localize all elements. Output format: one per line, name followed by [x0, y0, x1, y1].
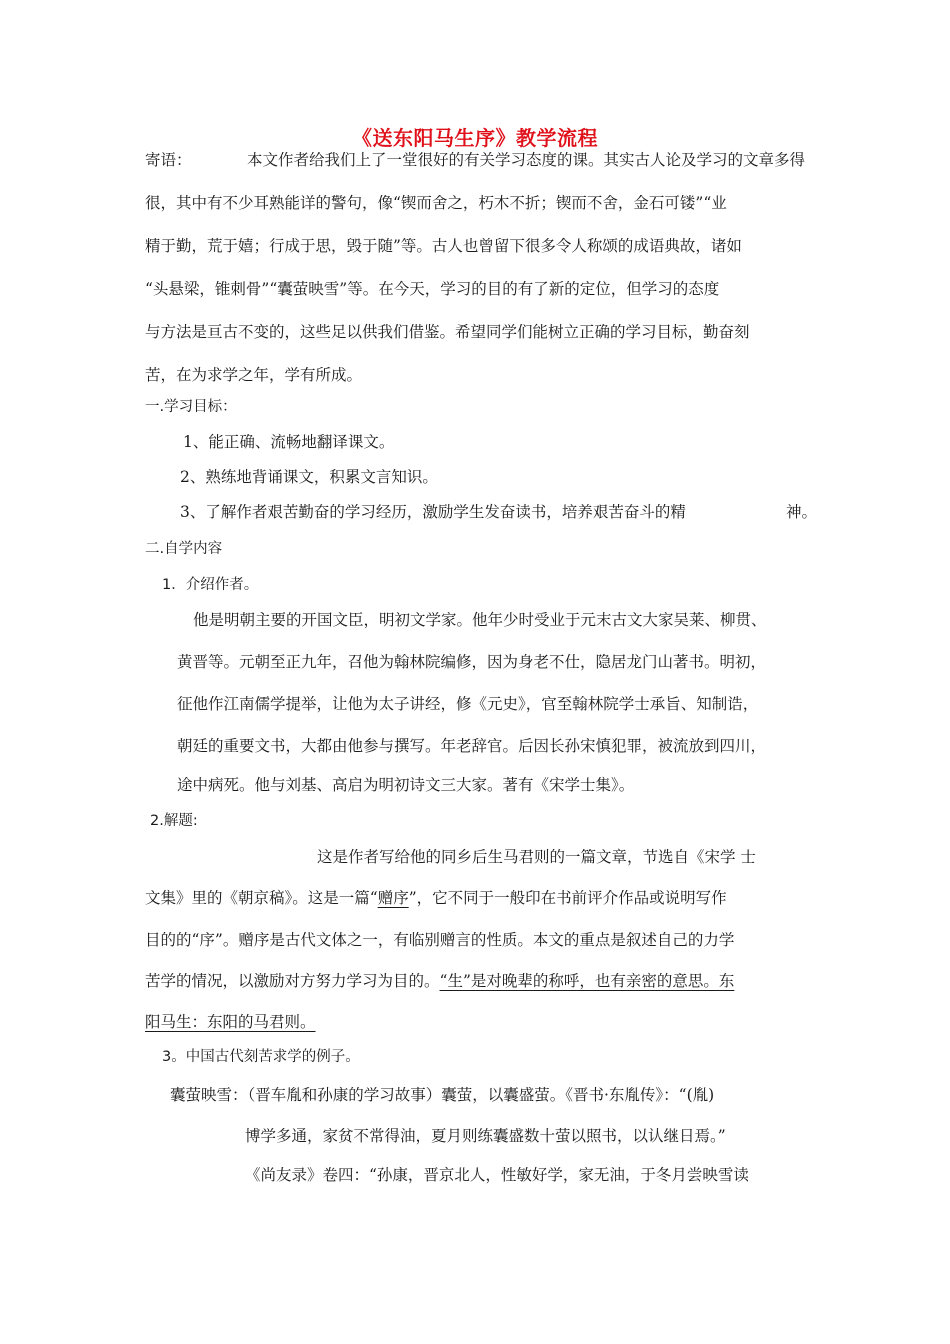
intro-text: 本文作者给我们上了一堂很好的有关学习态度的课。其实古人论及学习的文章多得: [246, 151, 805, 169]
title-explain-line-4: [145, 971, 734, 991]
goal-item-3-end: 神。: [786, 503, 818, 521]
examples-line-1: 囊萤映雪：（晋车胤和孙康的学习故事）囊萤，以囊盛萤。《晋书·东胤传》：“(胤): [170, 1086, 715, 1104]
intro-line-2: 很，其中有不少耳熟能详的警句，像“锲而舍之，朽木不折；锲而不舍，金石可镂”“业: [145, 194, 727, 212]
document-title: 《送东阳马生序》教学流程: [352, 126, 598, 150]
underlined-note-end: 阳马生：东阳的马君则。: [145, 1013, 316, 1031]
goal-item-1: 1、能正确、流畅地翻译课文。: [183, 433, 395, 451]
author-intro-line-3: 征他作江南儒学提举，让他为太子讲经，修《元史》，官至翰林院学士承旨、知制诰，: [177, 695, 759, 713]
title-explain-line-5: [145, 1012, 316, 1032]
author-intro-line-4: 朝廷的重要文书，大都由他参与撰写。年老辞官。后因长孙宋慎犯罪，被流放到四川，: [177, 737, 767, 755]
underlined-note: “生”是对晚辈的称呼，也有亲密的意思。东: [439, 972, 735, 990]
intro-line-6: 苦，在为求学之年，学有所成。: [145, 366, 363, 384]
examples-line-2: 博学多通，家贫不常得油，夏月则练囊盛数十萤以照书，以认继日焉。”: [245, 1127, 726, 1145]
title-explain-line-2-end: ”，它不同于一般印在书前评介作品或说明写作: [408, 889, 727, 907]
title-explain-heading: 2.解题:: [150, 813, 198, 829]
title-explain-line-2: [145, 888, 727, 908]
goals-heading: 一.学习目标：: [145, 399, 237, 415]
intro-line-3: 精于勤，荒于嬉；行成于思，毁于随”等。古人也曾留下很多令人称颂的成语典故，诸如: [145, 237, 742, 255]
author-intro-line-2: 黄晋等。元朝至正九年，召他为翰林院编修，因为身老不仕，隐居龙门山著书。明初，: [177, 653, 767, 671]
examples-heading: 3。中国古代刻苦求学的例子。: [162, 1049, 360, 1065]
intro-label: 寄语：: [145, 151, 192, 169]
self-study-heading: 二.自学内容: [145, 541, 223, 557]
author-intro-line-1: 他是明朝主要的开国文臣，明初文学家。他年少时受业于元末古文大家吴莱、柳贯、: [193, 611, 767, 629]
underlined-term: 赠序: [377, 889, 409, 907]
intro-line-1: [145, 150, 805, 170]
author-intro-line-5: 途中病死。他与刘基、高启为明初诗文三大家。著有《宋学士集》。: [177, 776, 635, 794]
title-explain-line-3: 目的的“序”。赠序是古代文体之一，有临别赠言的性质。本文的重点是叙述自己的力学: [145, 931, 735, 949]
goal-item-2: 2、熟练地背诵课文，积累文言知识。: [180, 468, 438, 486]
goal-item-3: 3、了解作者艰苦勤奋的学习经历，激励学生发奋读书，培养艰苦奋斗的精: [180, 503, 686, 521]
examples-line-3: 《尚友录》卷四：“孙康，晋京北人，性敏好学，家无油，于冬月尝映雪读: [245, 1166, 749, 1184]
intro-line-4: “头悬梁，锥刺骨”“囊萤映雪”等。在今天，学习的目的有了新的定位，但学习的态度: [145, 280, 720, 298]
title-explain-line-1: 这是作者写给他的同乡后生马君则的一篇文章，节选自《宋学 士: [317, 848, 756, 866]
title-explain-line-2-start: 文集》里的《朝京稿》。这是一篇“: [145, 889, 378, 907]
title-explain-line-4-start: 苦学的情况，以激励对方努力学习为目的。: [145, 972, 440, 990]
intro-line-5: 与方法是亘古不变的，这些足以供我们借鉴。希望同学们能树立正确的学习目标，勤奋刻: [145, 323, 750, 341]
author-intro-heading: 1．介绍作者。: [162, 577, 259, 593]
